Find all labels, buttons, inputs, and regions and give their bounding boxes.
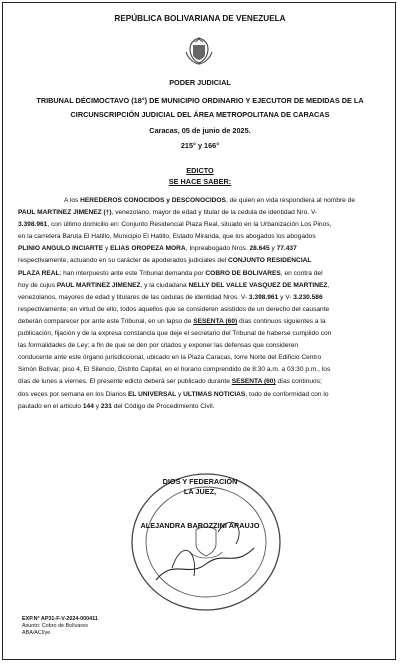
- republic-heading: REPÚBLICA BOLIVARIANA DE VENEZUELA: [114, 14, 286, 23]
- body-line-9: venezolanos, mayores de edad y titulares de las cedulas de identidad Nros. V- 3.398.961 y V- 3.230.586: [18, 293, 323, 301]
- years-line: 215° y 166°: [180, 141, 220, 150]
- asunto-line: Asunto: Cobro de Bolívares: [22, 623, 88, 629]
- body-line-10: respectivamente; en virtud de ello, todos aquellos que se consideren asistidos de un derecho del causante: [18, 305, 330, 313]
- body-line-17: dos veces por semana en los Diarios EL UNIVERSAL y ULTIMAS NOTICIAS, todo de conformidad con lo: [18, 390, 329, 398]
- body-line-12: publicación, fijación y de la expresa constancia que deje el secretario del Tribunal de haberse cumplido con: [18, 330, 332, 338]
- place-date: Caracas, 05 de junio de 2025.: [149, 126, 251, 135]
- signature-motto: DIOS Y FEDERACIÓN: [162, 477, 238, 486]
- coat-of-arms-seal: [182, 36, 216, 66]
- expediente-number: EXP.N° AP31-F-V-2024-000411: [22, 616, 98, 622]
- signature-title: LA JUEZ,: [183, 487, 217, 496]
- judge-name: ALEJANDRA BAROZZINI ARAUJO: [140, 521, 260, 530]
- court-line-2: CIRCUNSCRIPCIÓN JUDICIAL DEL ÁREA METROPOLITANA DE CARACAS: [70, 110, 330, 119]
- body-line-18: pautado en el articulo 144 y 231 del Código de Procedimiento Civil.: [18, 402, 215, 410]
- body-line-6: respectivamente, actuando en su carácter de apoderados judiciales del CONJUNTO RESIDENCIAL: [18, 257, 312, 265]
- edict-body: [18, 195, 382, 413]
- body-line-5: PLINIO ANGULO INCIARTE y ELIAS OROPEZA MORA, Inpreabogado Nros. 28.645 y 77.437: [18, 245, 297, 253]
- body-line-15: Simón Bolívar, piso 4, El Silencio, Distrito Capital, en el horario comprendido de 8:30 a.m. a 03:30 p.m., los: [18, 366, 331, 374]
- body-line-13: las formalidades de Ley; a fin de que se den por citados y exponer las defensas que consideren: [18, 342, 299, 350]
- body-line-7: PLAZA REAL; han interpuesto ante este Tribunal demanda por COBRO DE BOLIVARES, en contra del: [18, 269, 323, 277]
- body-line-1: A los HEREDEROS CONOCIDOS y DESCONOCIDOS, de quien en vida respondiera al nombre de: [64, 197, 356, 204]
- edicto-title: EDICTO: [186, 166, 214, 175]
- body-line-16: días de lunes a viernes. El presente edicto deberá ser publicado durante SESENTA (60) días continuos;: [18, 378, 322, 386]
- initials-line: ABA/ACl/ye.: [22, 630, 52, 636]
- body-line-4: en la carretera Baruta El Hatillo, Municipio El Hatillo, Estado Miranda, que los abogados los abogados: [18, 233, 316, 241]
- se-hace-saber: SE HACE SABER:: [168, 177, 232, 186]
- body-line-14: conducente ante este órgano jurisdiccional, ubicado en la Plaza Caracas, torre Norte del Edificio Centro: [18, 354, 322, 362]
- body-line-3: 3.398.961, con último domicilio en: Conjunto Residencial Plaza Real, situado en la Urbanización Los Pinos,: [18, 221, 332, 229]
- poder-judicial: PODER JUDICIAL: [169, 78, 231, 87]
- body-line-8: hoy de cujus PAUL MARTINEZ JIMENEZ, y la ciudadana NELLY DEL VALLE VASQUEZ DE MARTINEZ,: [18, 281, 330, 289]
- court-line-1: TRIBUNAL DÉCIMOCTAVO (18°) DE MUNICIPIO ORDINARIO Y EJECUTOR DE MEDIDAS DE LA: [36, 96, 364, 105]
- body-line-2: PAUL MARTINEZ JIMENEZ (†), venezolano, mayor de edad y titular de la cedula de identidad Nro. V-: [18, 209, 318, 217]
- body-line-11: deberán comparecer por ante este Tribunal, en un lapso de SESENTA (60) días continuos siguientes a la: [18, 317, 326, 325]
